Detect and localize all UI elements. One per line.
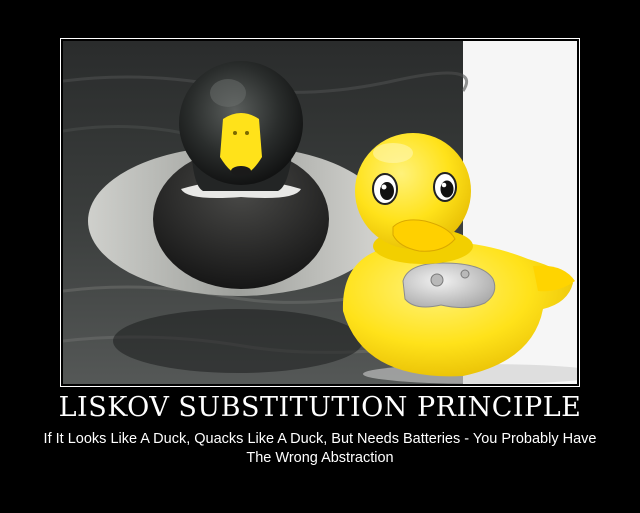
poster-title: LISKOV SUBSTITUTION PRINCIPLE bbox=[58, 392, 582, 423]
poster-photo bbox=[63, 41, 577, 384]
duck-photo-illustration bbox=[63, 41, 577, 384]
photo-frame bbox=[60, 38, 580, 387]
poster-caption: If It Looks Like A Duck, Quacks Like A Duck, But Needs Batteries - You Probably Have The Wrong Abstraction bbox=[43, 431, 597, 466]
